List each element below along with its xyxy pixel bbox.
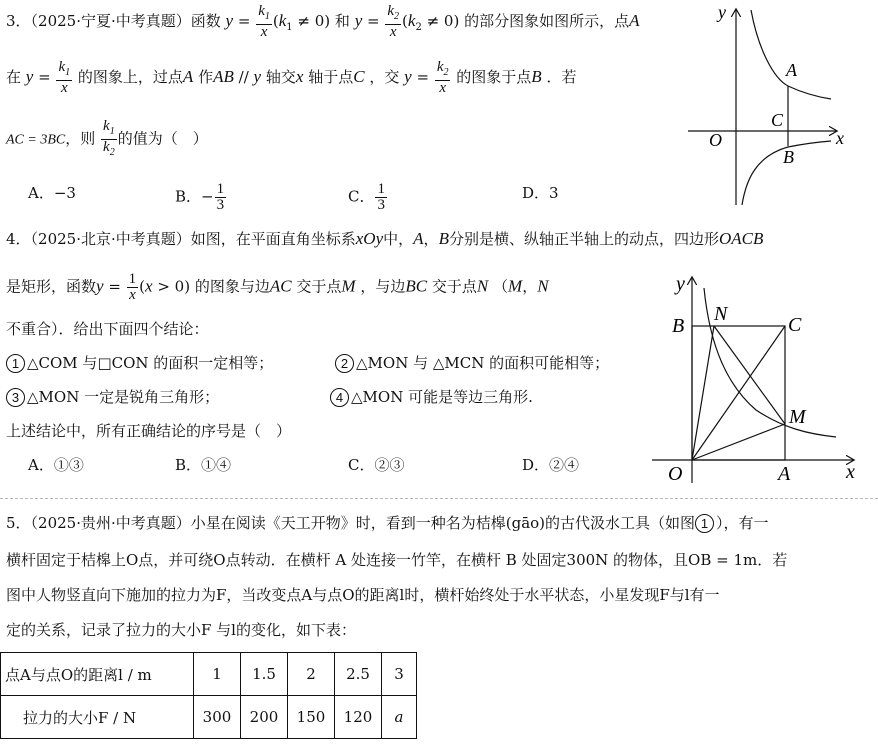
q4-graph [648,268,868,490]
option-label: C．②③ [348,456,405,474]
point-n-label: N [714,303,728,325]
q3-text: 在 [6,68,22,86]
q3-text: ．若 [546,68,577,86]
section-separator [0,498,878,499]
q3-condition: AC = 3BC [6,132,66,148]
segment-on [692,326,714,460]
option-label: B．①④ [175,456,232,474]
conclusion-text: △COM 与 [27,354,98,372]
q3-graph [688,0,858,210]
figure-1-circle: 1 [695,514,714,533]
conclusion-text: △MON 可能是等边三角形. [351,388,533,406]
q5-text: ），有一 [716,514,769,532]
q4-text: 交于点 [431,277,477,296]
table-cell: 3 [382,653,417,696]
q4-text: 分别是横、纵轴正半轴上的动点，四边形 [448,230,719,248]
point-a-label: A [778,463,791,485]
point-a-label: A [786,60,797,80]
conclusion-text: △MON 一定是锐角三角形； [27,388,220,406]
q4-conclusion-3 [6,386,219,408]
table-cell: 150 [288,696,335,739]
circle-number-1: 1 [6,354,25,373]
q4-conclusion-2 [335,352,609,374]
q4-conclusion-1 [6,352,273,374]
point-m-label: M [789,406,806,428]
origin-label: O [709,130,722,150]
point-b-label: B [783,147,794,167]
q4-text: 4．（2025·北京·中考真题）如图，在平面直角坐标系 [6,230,356,248]
k1-curve [751,10,831,99]
q3-line3: AC = 3BC，则 $\frac{k_1}{k_2}$ 的值为（ ） [6,118,208,158]
q4-text: ，与边 [360,277,406,296]
q5-text: 横杆固定于桔槔上O点，并可绕O点转动．在横杆 A 处连接一竹竿，在横杆 B 处固定300N 的物体，且OB = 1m．若 [6,551,788,569]
q3-text: 3．（2025·宁夏·中考真题）函数 [6,12,221,30]
q4-text: （ [493,277,509,296]
q4-option-c[interactable] [348,454,404,476]
circle-number-3: 3 [6,388,25,407]
q3-option-a[interactable] [28,182,76,204]
q3-text: 作 [198,68,214,86]
q3-text: ，交 [369,68,400,86]
q5-line4 [6,619,356,641]
q4-option-d[interactable] [522,454,579,476]
table-header-distance: 点A与点O的距离l / m [1,653,194,696]
q4-option-a[interactable] [28,454,84,476]
q3-option-c[interactable]: C． $\frac{1}{3}$ [348,181,385,213]
table-cell: 2.5 [335,653,382,696]
option-label: C． [348,187,375,206]
x-label: x [846,461,855,483]
q4-text: 的图象与边 [194,277,270,296]
point-c-label: C [771,110,784,130]
q4-conclusion-4 [330,386,533,408]
q5-text: 5．（2025·贵州·中考真题）小星在阅读《天工开物》时，看到一种名为桔槔(gāo)的古代汲水工具（如图 [6,514,696,532]
table-cell: a [382,696,417,739]
table-cell: 2 [288,653,335,696]
option-label: D．3 [522,184,559,202]
option-label: A．−3 [28,184,76,202]
q3-option-d[interactable] [522,182,559,204]
q4-text: 是矩形，函数 [6,277,97,296]
q3-text: 轴于点 [308,68,354,86]
q5-text: 定的关系，记录了拉力的大小F 与l的变化，如下表： [6,621,356,639]
table-cell: 120 [335,696,382,739]
q3-option-b[interactable]: B．− $\frac{1}{3}$ [175,181,225,213]
q3-text: 的值为（ ） [117,129,208,148]
q4-text: 中， [383,230,414,248]
option-label: B． [175,187,202,206]
q4-line3 [6,318,209,340]
q3-text: ，则 [65,129,96,148]
table-cell: 1.5 [241,653,288,696]
table-cell: 1 [194,653,241,696]
option-label: A．①③ [28,456,84,474]
table-cell: 200 [241,696,288,739]
q4-line2: 是矩形，函数y = $\frac{1}{x}$ (x > 0) 的图象与边AC 交于点M ，与边BC 交于点N （M，N [6,271,549,303]
q4-option-b[interactable] [175,454,231,476]
y-label: y [718,2,726,22]
q4-question-end [6,420,291,442]
segment-oc [692,326,785,460]
table-row [1,696,417,739]
q4-text: ， [423,230,439,248]
q3-text: 的部分图象如图所示，点 [464,12,630,30]
table-header-force: 拉力的大小F / N [1,696,194,739]
q4-text: 不重合）．给出下面四个结论： [6,320,209,338]
origin-label: O [668,463,683,485]
q5-line2 [6,549,787,571]
q4-text: 上述结论中，所有正确结论的序号是（ ） [6,422,292,440]
circle-number-4: 4 [330,388,349,407]
conclusion-text: △MON 与 △MCN 的面积可能相等； [356,354,610,372]
circle-number-2: 2 [335,354,354,373]
q5-line1 [6,512,769,534]
point-c-label: C [788,314,802,336]
y-label: y [676,273,685,295]
q3-text: 的图象上，过点 [77,68,183,86]
q3-line1: 3．（2025·宁夏·中考真题）函数 y = $\frac{k_1}{x}$ $(k_1 \ne 0)$ 和 y = $\frac{k_2}{x}$ $(k_2 \ne 0)$ 的部分图象如图所示，点A [6,3,640,40]
q3-text: 的图象于点 [456,68,532,86]
q4-line1: 4．（2025·北京·中考真题）如图，在平面直角坐标系xOy中，A，B分别是横、纵轴正半轴上的动点，四边形OACB [6,229,764,248]
q4-text: ， [522,277,538,296]
x-label: x [836,128,844,148]
q5-line3 [6,584,720,606]
table-cell: 300 [194,696,241,739]
q3-line2: 在 y = $\frac{k_1}{x}$ 的图象上，过点A 作AB // y 轴交x 轴于点C ，交 y = $\frac{k_2}{x}$ 的图象于点B ．若 [6,59,577,96]
conclusion-text: □CON 的面积一定相等； [97,354,274,372]
option-label: D．②④ [522,456,580,474]
point-b-label: B [672,315,685,337]
q3-text: 轴交 [265,68,296,86]
q5-data-table [0,652,417,739]
table-row [1,653,417,696]
q4-text: 交于点 [296,277,342,296]
segment-om [692,424,785,460]
q5-text: 图中人物竖直向下施加的拉力为F，当改变点A与点O的距离l时，横杆始终处于水平状态，小星发现F与l有一 [6,586,720,604]
